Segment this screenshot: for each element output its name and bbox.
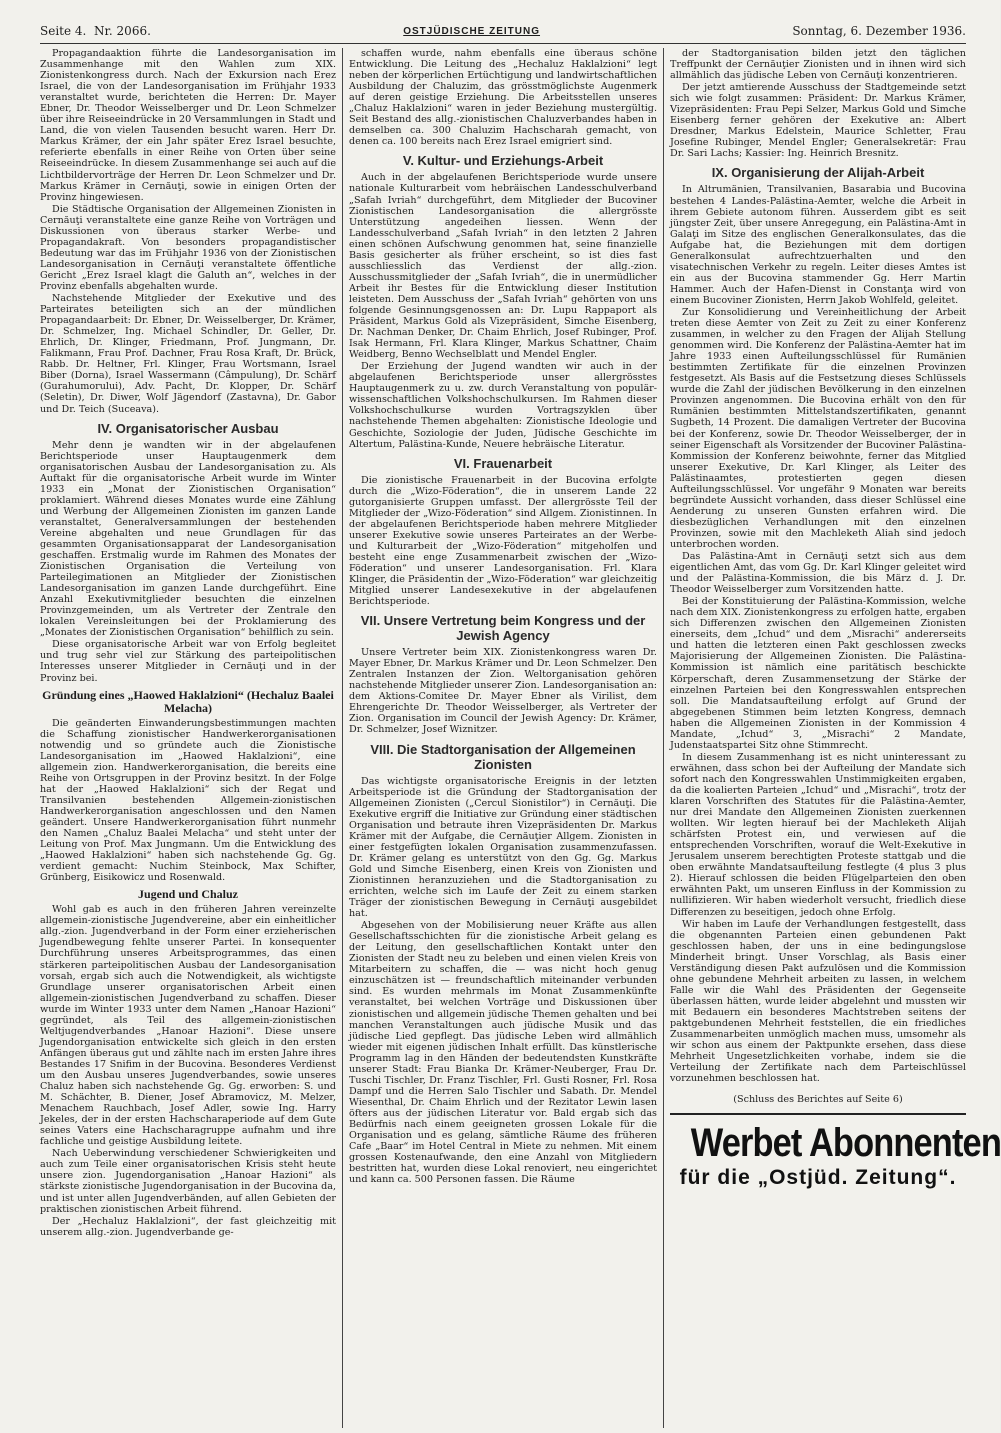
paragraph: Unsere Vertreter beim XIX. Zionistenkongress waren Dr. Mayer Ebner, Dr. Markus Krämer und Dr. Leon Schmelzer. Den Zentralen Instanzen der Zion. Weltorganisation gehören nachstehende Mitglieder unserer Zion. Landesorganisation an: dem Aktions-Comitee Dr. Mayer Ebner als Virilist, dem Ehrengerichte Dr. Theodor Weisselberger, als Vertreter der Zion. Organisation im Council der Jewish Agency: Dr. Krämer, Dr. Schmelzer, Josef Wiznitzer.: [349, 647, 658, 736]
paragraph: In Altrumänien, Transilvanien, Basarabia und Bucovina bestehen 4 Landes-Palästina-Aemter, welche die Arbeit in ihrem Gebiete autonom führen. Ausserdem gibt es seit jüngster Zeit, über unsere Anregegung, ein Palästina-Amt in Galaţi im Sitze des englischen Generalkonsulates, das die Aufgabe hat, die Beziehungen mit dem dortigen Generalkonsulat aufrechtzuerhalten und den visatechnischen Verkehr zu regeln. Leiter dieses Amtes ist ein aus der Bucovina stammender Gg. Herr Martin Hammer. Auch der Hafen-Dienst in Constanţa wird von einem Bucoviner Zionisten, Herrn Jakob Wohlfeld, geleitet.: [670, 184, 966, 306]
paragraph: Der Erziehung der Jugend wandten wir auch in der abgelaufenen Berichtsperiode unser allergrösstes Hauptaugenmerk zu u. zw. durch Veranstaltung von populär-wissenschaftlichen Volkshochschulkursen. Im Rahmen dieser Volkshochschulkurse wurden Vortragszyklen über nachstehende Themen abgehalten: Zionistische Ideologie und Geschichte, Soziologie der Juden, Jüdische Geschichte im Altertum, Palästina-Kunde, Neuere hebräische Literatur.: [349, 361, 657, 450]
column-right-body: [670, 48, 966, 1105]
section-heading: IV. Organisatorischer Ausbau: [97, 420, 279, 436]
paragraph: Das wichtigste organisatorische Ereignis in der letzten Arbeitsperiode ist die Gründung der Stadtorganisation der Allgemeinen Zionisten („Cercul Sionistilor“) in Cernăuţi. Die Exekutive ergriff die Initiative zur Gründung einer städtischen Organisation und betraute ihren Vizepräsidenten Dr. Markus Krämer mit der Aufgabe, die Cernăuţier Allgem. Zionisten in einer festgefügten lokalen Organisation zusammenzufassen. Dr. Krämer gelang es unterstützt von den Gg. Gg. Markus Gold und Simche Eisenberg, einen Kreis von Zionisten und Zionistinnen heranzuziehen und die Stadtorganisation zu errichten, welche sich im Laufe der Zeit zu einem starken Träger der zionistischen Bewegung in Cernăuţi ausgebildet hat.: [349, 775, 657, 920]
header-rule: [40, 43, 966, 44]
paragraph: Bei der Konstituierung der Palästina-Kommission, welche nach dem XIX. Zionistenkongress zu erfolgen hatte, ergaben sich Differenzen zwischen den Allgemeinen Zionisten einerseits, dem „Ichud“ und dem „Misrachi“ andererseits und hatten die letzteren einen Pakt geschlossen zwecks Majorisierung der Allgemeinen Zionisten. Die Palästina-Kommission ist nämlich eine paritätisch beschickte Körperschaft, deren Zusammensetzung der Stärke der einzelnen Parteien bei den Kongresswahlen entsprechen soll. Die Mandatsaufteilung erfolgt auf Grund der abgegebenen Stimmen beim letzten Kongress, demnach haben die Allgemeinen Zionisten in der Kommission 4 Mandate, „Ichud“ 3, „Misrachi“ 2 Mandate, Judenstaatspartei Sitz ohne Stimmrecht.: [670, 596, 966, 751]
newspaper-title: OSTJÜDISCHE ZEITUNG: [403, 25, 541, 37]
paragraph: Der jetzt amtierende Ausschuss der Stadtgemeinde setzt sich wie folgt zusammen: Präsident: Dr. Markus Krämer, Vizepräsidenten: Frau Pepi Selzer, Markus Gold und Simche Eisenberg ferner gehören der Exekutive an: Albert Dresdner, Markus Edelstein, Maurice Schletter, Frau Josefine Rubinger, Mendel Engler; Generalsekretär: Frau Dr. Sari Lachs; Kassier: Ing. Heinrich Bresnitz.: [670, 82, 966, 160]
section-heading: V. Kultur- und Erziehungs-Arbeit: [402, 153, 604, 169]
issue-date: Sonntag, 6. Dezember 1936.: [792, 24, 966, 38]
subsection-heading: Gründung eines „Haowed Haklalzioni“ (Hechaluz Baalei Melacha): [42, 687, 334, 715]
paragraph: Nach Ueberwindung verschiedener Schwierigkeiten und auch zum Teile einer organisatorischen Krisis steht heute unsere zion. Jugendorganisation „Hanoar Hazioni“ als stärkste zionistische Jugendorganisation in der Bucovina da, und ist unter allen Jugendverbänden, auf allen Gebieten der praktischen zionistischen Arbeit führend.: [40, 1148, 336, 1215]
section-heading: VII. Unsere Vertretung beim Kongress und der Jewish Agency: [360, 613, 646, 644]
column-right: [664, 48, 1001, 1428]
column-left: [40, 48, 342, 1428]
paragraph: Der „Hechaluz Haklalzioni“, der fast gleichzeitig mit unserem allg.-zion. Jugendverbande ge-: [40, 1215, 336, 1238]
paragraph: Die zionistische Frauenarbeit in der Bucovina erfolgte durch die „Wizo-Föderation“, die in unserem Lande 22 gutorganisierte Gruppen umfasst. Der allergrösste Teil der Mitglieder der „Wizo-Föderation“ sind Allgem. Zionistinnen. In der abgelaufenen Berichtsperiode haben mehrere Mitglieder unserer Exekutive sowie unseres Parteirates an der Werbe- und Kulturarbeit der „Wizo-Föderation“ mitgeholfen und besteht eine enge Zusammenarbeit zwischen der „Wizo-Föderation“ und unserer Landesorganisation. Frl. Klara Klinger, die Präsidentin der „Wizo-Föderation“ war gleichzeitig Mitglied unserer Landesexekutive in der abgelaufenen Berichtsperiode.: [349, 474, 657, 608]
section-heading: VI. Frauenarbeit: [453, 455, 553, 471]
paragraph: Diese organisatorische Arbeit war von Erfolg begleitet und trug sehr viel zur Stärkung des parteipolitischen Interesses unserer Mitglieder in Cernăuţi und in der Provinz bei.: [40, 639, 336, 684]
paragraph: Die Städtische Organisation der Allgemeinen Zionisten in Cernăuţi veranstaltete eine ganze Reihe von Vorträgen und Diskussionen von überaus starker Werbe- und Propagandakraft. Von besonders propagandistischer Bedeutung war das im Frühjahr 1936 von der Zionistischen Landesorganisation in Cernăuţi veranstaltete öffentliche Gericht „Erez Israel klagt die Galuth an“, welches in der Provinz ebenfalls abgehalten wurde.: [40, 203, 336, 292]
paragraph: Propagandaaktion führte die Landesorganisation im Zusammenhange mit den Wahlen zum XIX. Zionistenkongress durch. Nach der Exkursion nach Erez Israel, die von der Landesorganisation im Frühjahr 1933 veranstaltet wurde, berichteten die Herren: Dr. Mayer Ebner, Dr. Theodor Weisselberger und Dr. Leon Schmelzer über ihre Reiseeindrücke in 20 Versammlungen in Stadt und Land, die von vielen Tausenden besucht waren. Herr Dr. Markus Krämer, der ein Jahr später Erez Israel besuchte, referierte ebenfalls in einer Reihe von Orten über seine Reiseeindrücke. In diesem Zusammenhange sei auch auf die Lichtbildervorträge der Herren Dr. Leon Schmelzer und Dr. Markus Krämer in Cernăuţi, sowie in einigen Orten der Provinz hingewiesen.: [40, 48, 336, 203]
paragraph: Abgesehen von der Mobilisierung neuer Kräfte aus allen Gesellschaftsschichten für die zionistische Arbeit gelang es der Leitung, den gesellschaftlichen Kontakt unter den Zionisten der Stadt neu zu beleben und einen vielen Kreis von Mitarbeitern zu schaffen, die — was nicht hoch genug einzuschätzen ist — freundschaftlich miteinander verbunden sind. Es wurden mehrmals im Monat Zusammenkünfte veranstaltet, bei welchen Vorträge und Diskussionen über zionistischen und allgemein jüdische Themen gehalten und bei manchen Veranstaltungen auch jüdische Musik und das jüdische Lied gepflegt. Das jüdische Leben wird allmählich wieder mit eigenen jüdischen Inhalt erfüllt. Das künstlerische Programm lag in den Händen der bedeutendsten Kunstkräfte unserer Stadt: Frau Bianka Dr. Krämer-Neuberger, Frau Dr. Tuschi Tischler, Dr. Franz Tischler, Frl. Gusti Rosner, Frl. Rosa Dampf und die Herren Salo Tischler und Sabath. Dr. Mendel Wiesenthal, Dr. Chaim Ehrlich und der Rezitator Lewin lasen öfters aus der jüdischen Literatur vor. Bald ergab sich das Bedürfnis nach einem geeigneten grossen Lokale für die Organisation und es gelang, sämtliche Räume des früheren Cafe „Baar“ im Hotel Central in Miete zu nehmen. Mit einem grossen Kostenaufwande, den eine Anzahl von Mitgliedern bestritten hat, wurden diese Lokal renoviert, neu eingerichtet und kann ca. 500 Personen fassen. Die Räume: [349, 920, 657, 1186]
issue-number: Nr. 2066.: [94, 24, 151, 38]
section-heading: IX. Organisierung der Alijah-Arbeit: [711, 165, 925, 181]
paragraph: Wir haben im Laufe der Verhandlungen festgestellt, dass die obgenannten Parteien einen gebundenen Pakt geschlossen haben, der uns in eine bedingungslose Minderheit bringt. Unser Vorschlag, als Basis einer Verständigung diesen Pakt aufzulösen und die Kommission ohne gebundene Mehrheit arbeiten zu lassen, in welchem Falle wir die Wahl des Präsidenten der Gegenseite überlassen hätten, wurde leider abgelehnt und mussten wir mit Bedauern ein besonderes Machtstreben seitens der paktgebundenen Mehrheit feststellen, die ein friedliches Zusammenarbeiten unmöglich machen muss, umsomehr als wir schon aus einem der Paktpunkte ersehen, dass diese Mehrheit Ungesetzlichkeiten vorhabe, indem sie die Verteilung der Zertifikate nach dem Parteischlüssel vorzunehmen beschlossen hat.: [670, 918, 966, 1085]
paragraph: Die geänderten Einwanderungsbestimmungen machten die Schaffung zionistischer Handwerkerorganisationen notwendig und so gründete auch die Zionistische Landesorganisation im „Haowed Haklalzioni“, eine allgemein zion. Handwerkerorganisation, die bereits eine Reihe von Ortsgruppen in der Provinz besitzt. In der Folge hat der „Haowed Haklalzioni“ sich der Regat und Transilvanien bestehenden Allgemein-zionistischen Handwerkerorganisation angeschlossen und den Namen geändert. Unsere Handwerkerorganisation führt nunmehr den Namen „Chaluz Baalei Melacha“ und steht unter der Leitung von Prof. Max Jungmann. Um die Entwicklung des „Haowed Haklalzioni“ haben sich nachstehende Gg. Gg. verdient gemacht: Nuchim Steinbock, Max Schifter, Grünberg, Eisikowicz und Rosenwald.: [40, 717, 336, 884]
page-number: Seite 4. Nr. 2066.: [40, 24, 151, 38]
paragraph: Nachstehende Mitglieder der Exekutive und des Parteirates beteiligten sich an der mündlichen Propagandaarbeit: Dr. Ebner, Dr. Weisselberger, Dr. Krämer, Dr. Schmelzer, Ing. Michael Schindler, Dr. Geller, Dr. Ehrlich, Dr. Klinger, Friedmann, Prof. Jungmann, Dr. Falikmann, Frau Prof. Dachner, Frau Rosa Kraft, Dr. Brück, Rabb. Dr. Heltner, Frl. Klinger, Frau Wortsmann, Israel Biber (Dorna), Israel Wassermann (Câmpulung), Dr. Schärf (Gurahumorului), Adv. Pacht, Dr. Klopper, Dr. Schärf (Seletin), Dr. Diwer, Wolf Jägendorf (Zastavna), Dr. Gabor und Dr. Teich (Suceava).: [40, 293, 336, 415]
section-heading: VIII. Die Stadtorganisation der Allgemeinen Zionisten: [370, 741, 636, 772]
subsection-heading: Jugend und Chaluz: [137, 887, 239, 902]
continuation-note: (Schluss des Berichtes auf Seite 6): [733, 1094, 903, 1106]
advert-subline: für die „Ostjüd. Zeitung“.: [679, 1166, 957, 1190]
article-columns: [40, 48, 1001, 1428]
page-header: [40, 20, 966, 42]
paragraph: In diesem Zusammenhang ist es nicht uninteressant zu erwähnen, dass schon bei der Aufteilung der Mandate sich sofort nach den Kongresswahlen Unstimmigkeiten ergaben, da die koalierten Parteien „Ichud“ und „Misrachi“, trotz der klaren Vorschriften des Statutes für die Palästina-Aemter, nur drei Mandate den Allgemeinen Zionisten zuerkennen wollten. Wir legten hierauf bei der Machleketh Alijah schärfsten Protest ein, und verwiesen auf die entsprechenden Vorschriften, worauf die Welt-Exekutive in Jerusalem unserem berechtigten Proteste stattgab und die oben erwähnte Mandatsaufteilung festlegte (4 plus 3 plus 2). Hierauf schlossen die beiden Flügelparteien den oben erwähnten Pakt, um unseren Einfluss in der Kommission zu nullifizieren. Wir haben wiederholt versucht, friedlich diese Differenzen zu beseitigen, jedoch ohne Erfolg.: [670, 751, 966, 918]
paragraph: Mehr denn je wandten wir in der abgelaufenen Berichtsperiode unser Hauptaugenmerk dem organisatorischen Ausbau der Landesorganisation zu. Als Auftakt für die organisatorische Arbeit wurde im Winter 1933 ein „Monat der Zionistischen Organisation“ proklamiert. Während dieses Monates wurde eine Zählung und Werbung der Allgemeinen Zionisten im ganzen Lande veranstaltet, Generalversammlungen der bestehenden Vereine abgehalten und neue Grundlagen für das gesammten Organisationsapparat der Landesorganisation geschaffen. Erstmalig wurde im Rahmen des Monates der Zionistischen Organisation die Verteilung von Parteilegimationen an Mitglieder der Zionistischen Landesorganisation im ganzen Lande durchgeführt. Eine Anzahl Exekutivmitglieder besuchten die einzelnen Provinzgemeinden, um als Vertreter der Zentrale den lokalen Vereinsleitungen bei der Proklamierung des „Monates der Zionistischen Organisation“ behilflich zu sein.: [40, 439, 336, 639]
advert-headline: Werbet Abonnenten: [690, 1121, 1001, 1166]
column-middle: [342, 48, 664, 1428]
paragraph: der Stadtorganisation bilden jetzt den täglichen Treffpunkt der Cernăuţier Zionisten und in ihnen wird sich allmählich das jüdische Leben von Cernăuţi konzentrieren.: [670, 48, 966, 82]
subscription-advert: [670, 1113, 1001, 1191]
paragraph: Zur Konsolidierung und Vereinheitlichung der Arbeit treten diese Aemter von Zeit zu Zeit zu einer Konferenz zusammen, in welcher zu den Fragen der Alijah Stellung genommen wird. Die Konferenz der Palästina-Aemter hat im Jahre 1933 einen Aufteilungsschlüssel für Rumänien bestimmten Zertifikate für die einzelnen Provinzen festgesetzt. Als Basis auf die Festsetzung dieses Schlüssels wurde die Zahl der jüdischen Bevölkerung in den einzelnen Provinzen angenommen. Die Bucovina erhält von den für Rumänien bestimmten Mittelstandszertifikaten, genannt Sugbeth, 14 Prozent. Die damaligen Vertreter der Bucovina bei der Konferenz, sowie Dr. Theodor Weisselberger, der in seiner Eigenschaft als Vorsitzender der Bucoviner Palästina-Kommission der Konferenz beiwohnte, ferner das Mitglied unserer Exekutive, Dr. Karl Klinger, als Leiter des Palästinaamtes, protestierten gegen diesen Aufteilungsschlüssel. Vor ungefähr 9 Monaten war bereits begründete Aussicht vorhanden, dass dieser Schlüssel eine Aenderung zu unseren Gunsten erfahren wird. Die diesbezüglichen Verhandlungen mit den einzelnen Provinzen, sowie mit den Machleketh Aliah sind jedoch unterbrochen worden.: [670, 306, 966, 550]
paragraph: Auch in der abgelaufenen Berichtsperiode wurde unsere nationale Kulturarbeit vom hebräischen Landesschulverband „Safah Ivriah“ durchgeführt, dem Mitglieder der Bucoviner Zionistischen Landesorganisation die allergrösste Unterstützung angedeihen liessen. Wenn der Landesschulverband „Safah Ivriah“ in den letzten 2 Jahren einen schönen Aufschwung genommen hat, seine finanzielle Basis gesicherter als früher erscheint, so ist dies fast ausschliesslich das Verdienst der allg.-zion. Ausschussmitglieder der „Safah Ivriah“, die in unermüdlicher Arbeit ihr Bestes für die Entwicklung dieser Institution leisteten. Dem Ausschuss der „Safah Ivriah“ gehörten von uns folgende Gesinnungsgenossen an: Dr. Lupu Rappaport als Präsident, Markus Gold als Vizepräsident, Simche Eisenberg, Dr. Nachman Denker, Dr. Chaim Ehrlich, Josef Rubinger, Prof. Isak Hermann, Frl. Klara Klinger, Markus Schattner, Chaim Weidberg, Benno Wechselblatt und Mendel Engler.: [349, 172, 657, 361]
paragraph: Wohl gab es auch in den früheren Jahren vereinzelte allgemein-zionistische Jugendvereine, aber ein einheitlicher allg.-zion. Jugendverband in der Form einer erzieherischen Jugendbewegung fehlte unserer Partei. In konsequenter Durchführung unseres Arbeitsprogrammes, das einen stärkeren parteipolitischen Ausbau der Landesorganisation vorsah, ergab sich auch die Notwendigkeit, als wichtigste Grundlage unserer organisatorischen Arbeit einen allgemein-zionistischen Jugendverband zu schaffen. Dieser wurde im Winter 1933 unter dem Namen „Hanoar Hazioni“ gegründet, als Teil des allgemein-zionistischen Weltjugendverbandes „Hanoar Hazioni“. Diese unsere Jugendorganisation entwickelte sich gleich in den ersten Anfängen überaus gut und zählte nach im ersten Jahre ihres Bestandes 17 Snifim in der Bucovina. Besonderes Verdienst um den Ausbau unseres Jugendverbandes, sowie unseres Chaluz haben sich nachstehende Gg. Gg. erworben: S. und M. Schächter, B. Diener, Josef Abramovicz, M. Melzer, Menachem Rauchbach, Josef Adler, sowie Ing. Harry Jekeles, der in der ersten Hachscharaperiode auf dem Gute seines Vaters eine Hachscharagruppe aufnahm und ihre fachliche und geistige Ausbildung leitete.: [40, 904, 336, 1148]
paragraph: Das Palästina-Amt in Cernăuţi setzt sich aus dem eigentlichen Amt, das vom Gg. Dr. Karl Klinger geleitet wird und der Palästina-Kommission, die bis März d. J. Dr. Theodor Weisselberger zum Vorsitzenden hatte.: [670, 551, 966, 596]
paragraph: schaffen wurde, nahm ebenfalls eine überaus schöne Entwicklung. Die Leitung des „Hechaluz Haklalzioni“ legt neben der körperlichen Ertüchtigung und landwirtschaftlichen Ausbildung der Chaluzim, das grösstmöglichste Augenmerk auf deren geistige Erziehung. Die Arbeitsstellen unseres „Chaluz Haklalzioni“ waren in jeder Beziehung mustergültig. Seit Bestand des allg.-zionistischen Chaluzverbandes haben in demselben ca. 300 Chaluzim Hachscharah gemacht, von denen ca. 100 bereits nach Erez Israel emigriert sind.: [349, 48, 657, 148]
